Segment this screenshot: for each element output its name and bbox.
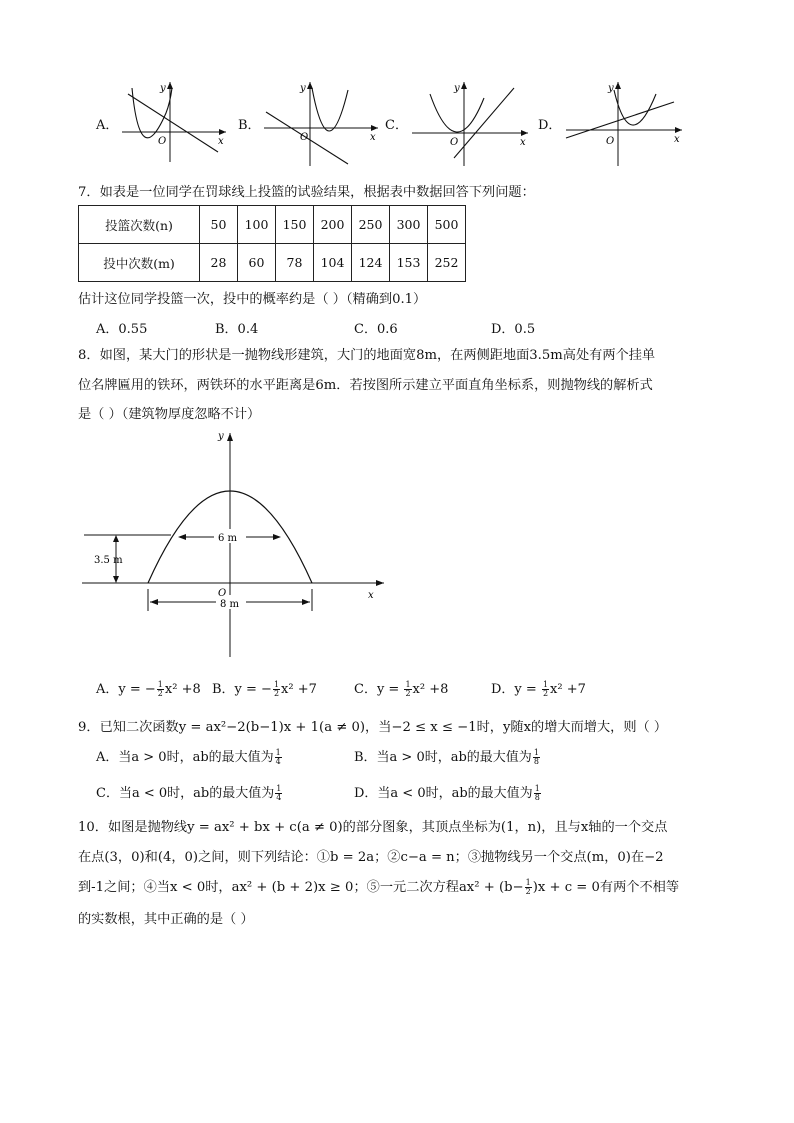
q7-option-c: C．0.6 <box>354 322 398 337</box>
q6-b-x-label: x <box>370 132 376 143</box>
q6-c-y-label: y <box>454 83 460 94</box>
q7-question: 估计这位同学投篮一次，投中的概率约是（ ）（精确到0.1） <box>78 292 427 307</box>
table-row <box>79 206 466 244</box>
q10-line3: 到-1之间；④当x < 0时，ax² + (b + 2)x ≥ 0；⑤一元二次方程ax² + (b− $\frac{1}{2}$ )x + c = 0有两个不相等 <box>78 878 680 896</box>
q6-option-a-label: A． <box>96 118 119 133</box>
table-cell: 28 <box>200 244 238 282</box>
table-cell: 500 <box>428 206 466 244</box>
q8-line1: 8．如图，某大门的形状是一抛物线形建筑，大门的地面宽8m，在两侧距地面3.5m高处有两个挂单 <box>78 348 656 363</box>
q10-line4: 的实数根，其中正确的是（ ） <box>78 912 254 927</box>
q6-d-x-label: x <box>674 134 680 145</box>
table-cell: 200 <box>314 206 352 244</box>
q8-option-a: A．y = − $\frac{1}{2}$ x² +8 <box>96 680 201 698</box>
table-cell: 60 <box>238 244 276 282</box>
q8-y-label: y <box>218 431 224 442</box>
table-cell: 252 <box>428 244 466 282</box>
q6-graph-d <box>562 78 686 168</box>
q9-option-c: C．当a < 0时，ab的最大值为 $\frac{1}{4}$ <box>96 784 282 802</box>
q7-row2-label: 投中次数(m) <box>79 244 200 282</box>
q9-option-a: A．当a > 0时，ab的最大值为 $\frac{1}{4}$ <box>96 748 281 766</box>
table-cell: 50 <box>200 206 238 244</box>
q8-option-b: B．y = − $\frac{1}{2}$ x² +7 <box>212 680 317 698</box>
q6-a-x-label: x <box>218 136 224 147</box>
q10-line2: 在点(3，0)和(4，0)之间，则下列结论：①b = 2a；②c−a = n；③抛物线另一个交点(m，0)在−2 <box>78 850 664 865</box>
q7-option-a: A．0.55 <box>96 322 148 337</box>
table-cell: 250 <box>352 206 390 244</box>
q6-d-y-label: y <box>608 83 614 94</box>
q8-line3: 是（ ）（建筑物厚度忽略不计） <box>78 407 261 422</box>
q6-a-y-label: y <box>160 83 166 94</box>
q7-option-b: B．0.4 <box>215 322 259 337</box>
q7-table <box>78 205 466 282</box>
q8-height-label: 3.5 m <box>94 555 123 566</box>
q6-a-origin: O <box>158 136 167 147</box>
q8-x-label: x <box>368 590 374 601</box>
q9-option-b: B．当a > 0时，ab的最大值为 $\frac{1}{8}$ <box>354 748 539 766</box>
q8-origin: O <box>218 588 227 599</box>
q6-b-y-label: y <box>300 83 306 94</box>
q9-stem: 9．已知二次函数y = ax²−2(b−1)x + 1(a ≠ 0)，当−2 ≤ x ≤ −1时，y随x的增大而增大，则（ ） <box>78 720 668 735</box>
q10-line1: 10．如图是抛物线y = ax² + bx + c(a ≠ 0)的部分图象，其顶点坐标为(1，n)，且与x轴的一个交点 <box>78 820 668 835</box>
q6-option-b-label: B． <box>238 118 261 133</box>
q6-c-origin: O <box>450 137 459 148</box>
table-cell: 150 <box>276 206 314 244</box>
q8-line2: 位名牌匾用的铁环，两铁环的水平距离是6m．若按图所示建立平面直角坐标系，则抛物线的解析式 <box>78 378 653 393</box>
q6-graph-c <box>408 78 532 168</box>
q6-b-origin: O <box>300 132 309 143</box>
q6-c-x-label: x <box>520 137 526 148</box>
q9-option-d: D．当a < 0时，ab的最大值为 $\frac{1}{8}$ <box>354 784 540 802</box>
q8-top-width-label: 6 m <box>218 533 238 544</box>
q7-stem: 7．如表是一位同学在罚球线上投篮的试验结果，根据表中数据回答下列问题： <box>78 185 535 200</box>
q8-option-d: D．y = $\frac{1}{2}$ x² +7 <box>491 680 586 698</box>
q7-row1-label: 投篮次数(n) <box>79 206 200 244</box>
table-cell: 124 <box>352 244 390 282</box>
table-cell: 78 <box>276 244 314 282</box>
q6-d-origin: O <box>606 136 615 147</box>
table-cell: 300 <box>390 206 428 244</box>
q7-option-d: D．0.5 <box>491 322 536 337</box>
q6-option-d-label: D． <box>538 118 562 133</box>
q8-bottom-width-label: 8 m <box>220 599 240 610</box>
q6-option-c-label: C． <box>385 118 408 133</box>
q6-graph-a <box>118 78 230 164</box>
q6-graph-b <box>260 78 382 168</box>
table-cell: 153 <box>390 244 428 282</box>
table-row <box>79 244 466 282</box>
q8-option-c: C．y = $\frac{1}{2}$ x² +8 <box>354 680 449 698</box>
table-cell: 100 <box>238 206 276 244</box>
table-cell: 104 <box>314 244 352 282</box>
q8-gate-figure <box>78 425 394 660</box>
